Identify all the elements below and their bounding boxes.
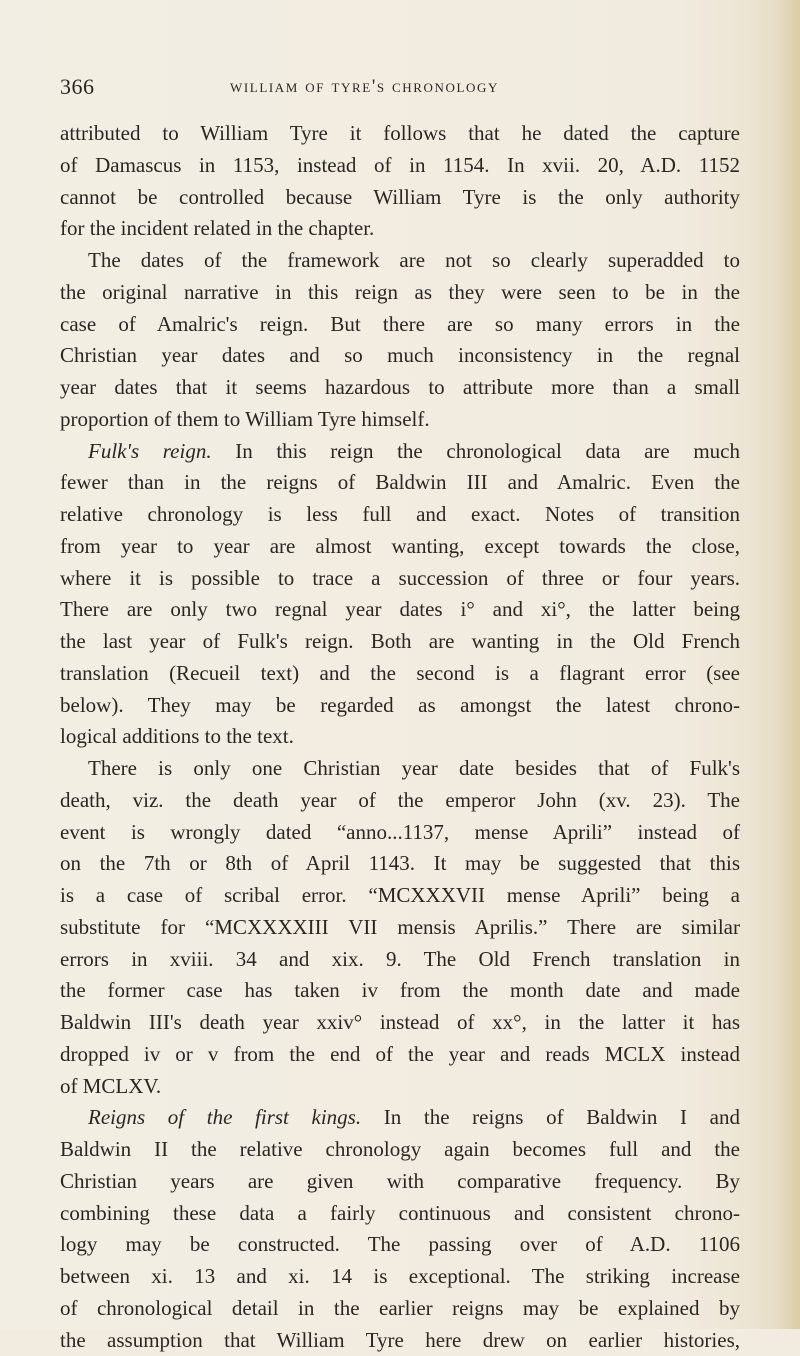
body-text [60,118,740,1356]
text-line: below). They may be regarded as amongst the latest chrono- [60,690,740,722]
paragraph-start-line: There is only one Christian year date besides that of Fulk's [60,753,740,785]
text-line: logical additions to the text. [60,721,740,753]
text-line: case of Amalric's reign. But there are so many errors in the [60,309,740,341]
text-line: the original narrative in this reign as they were seen to be in the [60,277,740,309]
section-heading-line: Reigns of the first kings. In the reigns of Baldwin I and [60,1102,740,1134]
text-line: There are only two regnal year dates i° and xi°, the latter being [60,594,740,626]
text-line: attributed to William Tyre it follows that he dated the capture [60,118,740,150]
text-line: the assumption that William Tyre here drew on earlier histories, [60,1325,740,1356]
text-line: proportion of them to William Tyre himself. [60,404,740,436]
text-line: of MCLXV. [60,1071,740,1103]
text-line: of Damascus in 1153, instead of in 1154. In xvii. 20, A.D. 1152 [60,150,740,182]
text-line: dropped iv or v from the end of the year and reads MCLX instead [60,1039,740,1071]
running-title: william of tyre's chronology [230,76,499,98]
page-edge-shading [776,0,800,1329]
paragraph-start-line: The dates of the framework are not so clearly superadded to [60,245,740,277]
text-line: translation (Recueil text) and the second is a flagrant error (see [60,658,740,690]
text-line: cannot be controlled because William Tyre is the only authority [60,182,740,214]
text-line: the last year of Fulk's reign. Both are wanting in the Old French [60,626,740,658]
page-number: 366 [60,74,95,100]
text-line: between xi. 13 and xi. 14 is exceptional. The striking increase [60,1261,740,1293]
text-line: fewer than in the reigns of Baldwin III and Amalric. Even the [60,467,740,499]
text-line: Christian year dates and so much inconsistency in the regnal [60,340,740,372]
section-heading-line: Fulk's reign. In this reign the chronological data are much [60,436,740,468]
running-head [60,74,740,104]
text-line: substitute for “MCXXXXIII VII mensis Aprilis.” There are similar [60,912,740,944]
text-line: where it is possible to trace a succession of three or four years. [60,563,740,595]
text-line: errors in xviii. 34 and xix. 9. The Old French translation in [60,944,740,976]
section-heading-fulks-reign: Fulk's reign. [88,439,212,463]
text-line: year dates that it seems hazardous to attribute more than a small [60,372,740,404]
text-line: on the 7th or 8th of April 1143. It may be suggested that this [60,848,740,880]
text-line: event is wrongly dated “anno...1137, mense Aprili” instead of [60,817,740,849]
text-line: is a case of scribal error. “MCXXXVII mense Aprili” being a [60,880,740,912]
text-line: death, viz. the death year of the emperor John (xv. 23). The [60,785,740,817]
text-line: of chronological detail in the earlier reigns may be explained by [60,1293,740,1325]
text-line: the former case has taken iv from the month date and made [60,975,740,1007]
text-line: relative chronology is less full and exact. Notes of transition [60,499,740,531]
text-line: from year to year are almost wanting, except towards the close, [60,531,740,563]
text-line: for the incident related in the chapter. [60,213,740,245]
text-line: logy may be constructed. The passing over of A.D. 1106 [60,1229,740,1261]
text-line: Baldwin II the relative chronology again becomes full and the [60,1134,740,1166]
text-line: Baldwin III's death year xxiv° instead of xx°, in the latter it has [60,1007,740,1039]
text-line: Christian years are given with comparative frequency. By [60,1166,740,1198]
section-heading-first-kings: Reigns of the first kings. [88,1105,361,1129]
text-line: combining these data a fairly continuous and consistent chrono- [60,1198,740,1230]
